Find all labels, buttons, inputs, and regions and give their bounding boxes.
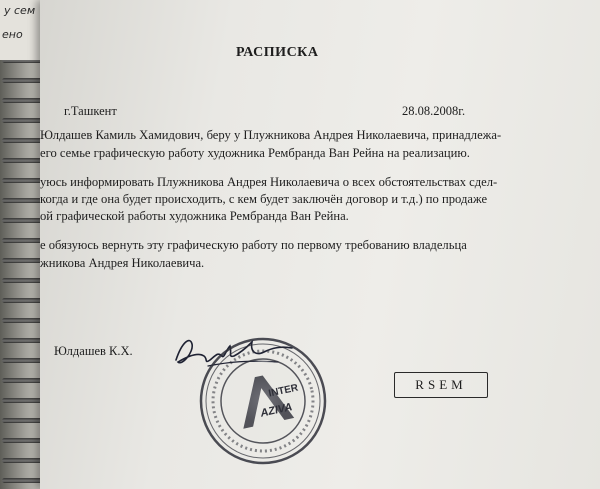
body-line: его семье графическую работу художника Рембранда Ван Рейна на реализацию.: [40, 146, 470, 160]
document-sheet: [40, 0, 600, 489]
svg-text:AZIVA: AZIVA: [259, 401, 294, 420]
body-line: е обязуюсь вернуть эту графическую работу по первому требованию владельца: [40, 238, 467, 252]
corner-text-2: ено: [2, 28, 23, 41]
body-line: жникова Андрея Николаевича.: [40, 256, 205, 270]
date: 28.08.2008г.: [402, 104, 466, 118]
body-line: когда и где она будет происходить, с кем будет заключён договор и т.д.) по продаже: [40, 192, 488, 206]
official-seal: [186, 324, 340, 478]
city: г.Ташкент: [64, 104, 117, 118]
body-line: уюсь информировать Плужникова Андрея Николаевича о всех обстоятельствах сдел-: [40, 175, 498, 189]
signatory-name: Юлдашев К.Х.: [54, 344, 133, 358]
body-line: ой графической работы художника Рембранда Ван Рейна.: [40, 209, 349, 223]
rsem-box: RSEM: [394, 372, 488, 398]
corner-text-1: у сем: [4, 4, 36, 17]
document-title: РАСПИСКА: [236, 45, 319, 60]
svg-text:INTER: INTER: [267, 382, 300, 400]
body-line: Юлдашев Камиль Хамидович, беру у Плужникова Андрея Николаевича, принадлежа-: [40, 128, 502, 142]
